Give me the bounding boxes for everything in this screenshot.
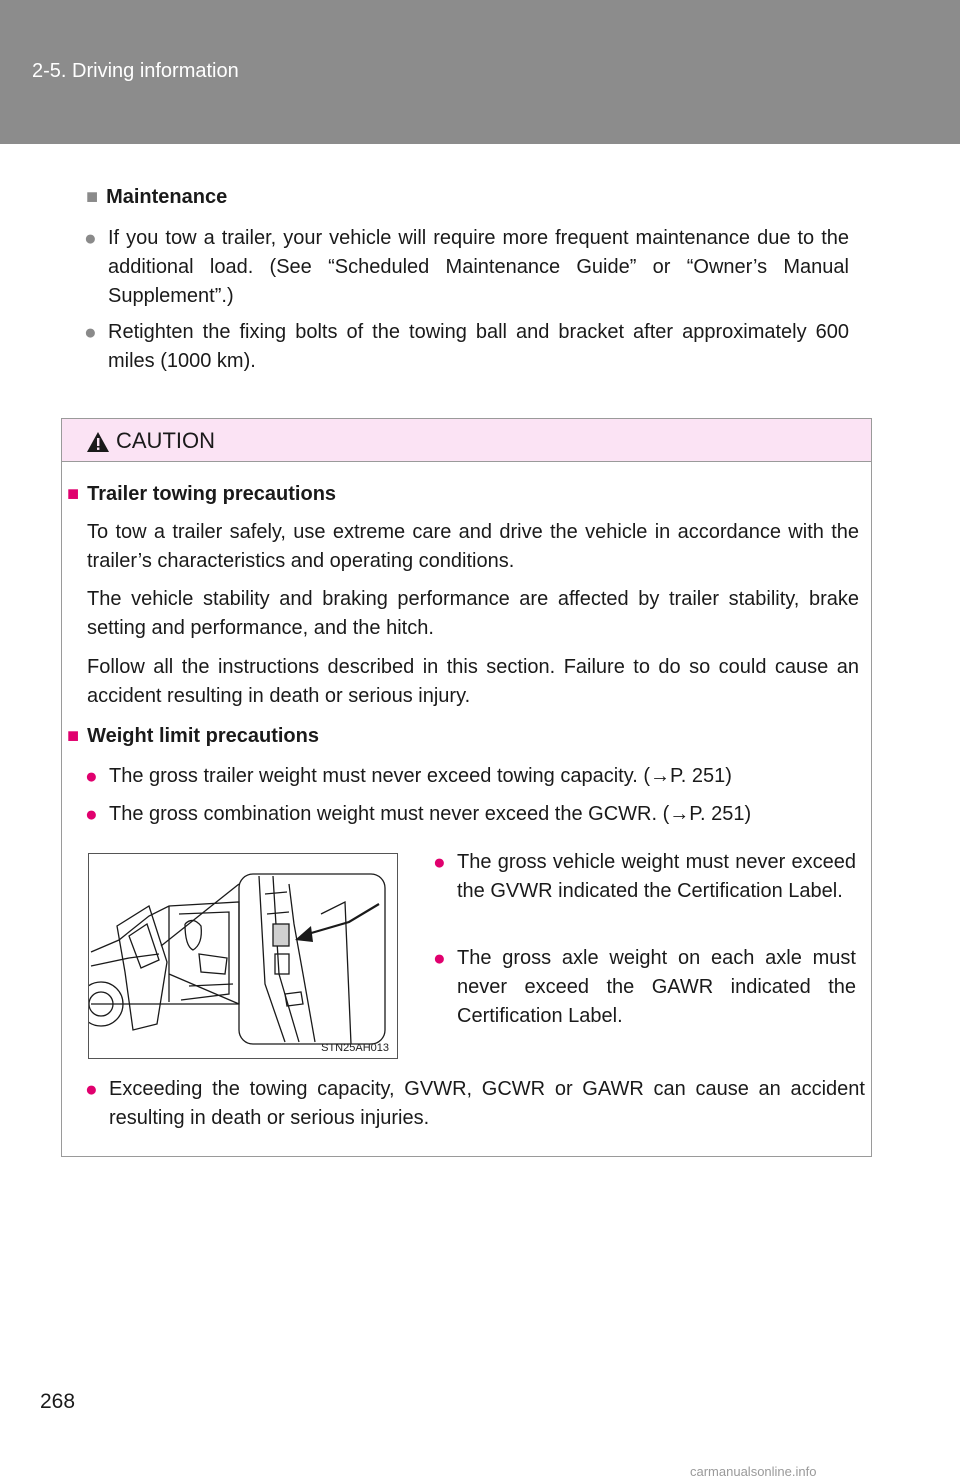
warning-triangle-icon (86, 431, 110, 453)
weight-bullet-5 (85, 1075, 865, 1133)
weight-bullet-5-text: Exceeding the towing capacity, GVWR, GCWR or GAWR can cause an accident resulting in death or serious injuries. (109, 1078, 865, 1129)
circle-bullet-icon: ● (85, 1078, 98, 1101)
weight-bullet-3-text: The gross vehicle weight must never exceed the GVWR indicated the Certification Label. (457, 851, 856, 902)
trailer-paragraph-2: The vehicle stability and braking performance are affected by trailer stability, brake setting and performance, and the hitch. (87, 588, 859, 639)
weight-bullet-4-text: The gross axle weight on each axle must never exceed the GAWR indicated the Certification Label. (457, 947, 856, 1027)
maintenance-bullet-1-text: If you tow a trailer, your vehicle will require more frequent maintenance due to the additional load. (See “Scheduled Maintenance Guide” or “Owner’s Manual Supplement”.) (108, 227, 849, 307)
weight-heading (67, 725, 319, 748)
circle-bullet-icon: ● (433, 947, 446, 970)
maintenance-bullet-1 (84, 224, 849, 311)
weight-bullet-3 (433, 848, 856, 906)
maintenance-heading-text: Maintenance (106, 186, 228, 208)
weight-bullet-2-text: The gross combination weight must never exceed the GCWR. (→P. 251) (109, 803, 752, 825)
caution-header (62, 419, 871, 462)
trailer-paragraph-3: Follow all the instructions described in this section. Failure to do so could cause an accident resulting in death or serious injury. (87, 656, 859, 707)
square-bullet-icon: ■ (67, 483, 80, 505)
vehicle-door-illustration (89, 854, 397, 1058)
weight-bullet-2 (85, 800, 865, 829)
square-bullet-icon: ■ (86, 186, 99, 208)
certification-label-figure (88, 853, 398, 1059)
circle-bullet-icon: ● (84, 321, 97, 344)
weight-bullet-1 (85, 762, 865, 791)
circle-bullet-icon: ● (84, 227, 97, 250)
caution-title: CAUTION (116, 428, 215, 453)
page-number: 268 (40, 1390, 76, 1413)
maintenance-heading (86, 186, 227, 209)
maintenance-bullet-2-text: Retighten the fixing bolts of the towing ball and bracket after approximately 600 miles (1000 km). (108, 321, 849, 372)
circle-bullet-icon: ● (433, 851, 446, 874)
trailer-paragraph-1: To tow a trailer safely, use extreme care and drive the vehicle in accordance with the trailer’s characteristics and operating conditions. (87, 521, 859, 572)
circle-bullet-icon: ● (85, 765, 98, 788)
section-title: 2-5. Driving information (32, 60, 239, 82)
maintenance-bullet-2 (84, 318, 849, 376)
header-band (0, 0, 960, 144)
weight-bullet-1-text: The gross trailer weight must never exceed towing capacity. (→P. 251) (109, 765, 732, 787)
trailer-heading (67, 483, 336, 506)
weight-bullet-4 (433, 944, 856, 1031)
figure-code: STN25AH013 (321, 1042, 389, 1054)
watermark: carmanualsonline.info (690, 1464, 817, 1479)
weight-heading-text: Weight limit precautions (87, 725, 319, 747)
trailer-heading-text: Trailer towing precautions (87, 483, 337, 505)
circle-bullet-icon: ● (85, 803, 98, 826)
square-bullet-icon: ■ (67, 725, 80, 747)
